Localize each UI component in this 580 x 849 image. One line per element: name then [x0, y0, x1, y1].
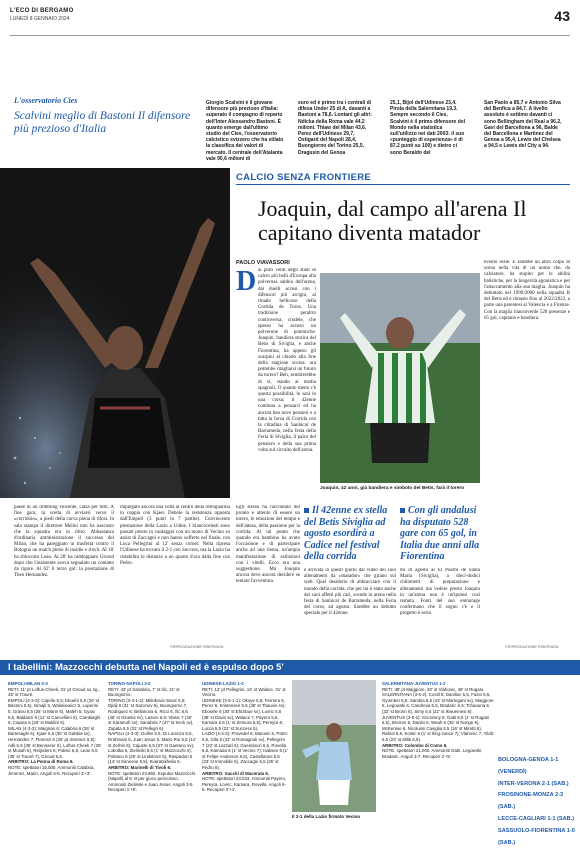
article-column-5: è arrivata in questi giorni dal video dei suoi allenamenti da «matador» che girano sul web. Quel desiderio di abbracciare con il mondo della corrida, che per lui è stato anche dei suoi affetti più cari, scende in arena nella festa di Sanlúcar de Barrameda, nella Feria del corso, ad agosto. Sarebbe un debutto speciale per il 42enne.	[304, 568, 396, 617]
bottom-photo-caption: Il 2-1 della Lazio firmato Vecino	[292, 814, 361, 819]
article-column-2: paese di un dribbling vincente, calza per tutti. A fine gara, la scelta di avviarsi verso il «corridoio», a piedi della curva piena di tifosi. In sala stampa il direttore Melini non ha nascosto che la squadra era in ritiro. Abbastanza d'ordinaria amministrazione il successo del Milan, che ha pareggiato in trasferta contro il Bologna un match pieno di insidie e rinvii. Al 18' ha sbloccato Leao. Al 28' ha raddoppiato Giroud dopo che l'assistente aveva segnalato un contatto da rigore. Al 62' il terzo gol: la prestazione di Theo Hernandez.	[14, 505, 114, 579]
match-notes: NOTE: spettatori 23.033. Ammoniti Payero, Pereyra, Lovric, Kamara, Rovella. Angoli 6-5. Recuperi 3'+4'.	[202, 776, 287, 793]
match-title: SALERNITANA-JUVENTUS 1-2	[382, 681, 446, 686]
article-column-4: Egli stesso ha raccontato del pronto e attento di essere un torero, le emozioni del tempo e dell'attesa, della passione per la corrida. Al tal punto che quando era bambino ha avuto l'occasione e di partecipare anche ad una tienta, un'ampia manifestazione di esibizioni con i vitelli. Ecco ora una suggestione. Ma Joaquin ancora deve ancora decidere se tentare l'avventura.	[236, 505, 300, 585]
observatory-kicker: L'osservatorio Cies	[14, 96, 78, 105]
referee: ARBITRO: La Penna di Roma 6.	[8, 759, 74, 765]
results-band-title: I tabellini: Mazzocchi debutta nel Napoli ed è espulso dopo 5'	[8, 662, 284, 673]
top-column-3: 25,1, Bijol dell'Udinese 23,4. Pirola della Salernitana 19,3. Sempre secondo il Cies, Scalvini è il primo difensore del Mondo nella statistica sull'utilizzo nei dati 2003: il suo «punteggio di esperienza» è di 87,2 punti su 100) e dietro ci sono Beraldo del	[390, 100, 466, 156]
away-lineup: JUVENTUS (3-5-2): Szczesny 6; Gatti 5,5 (1' st Rugani 6,5), Bremer 6, Danilo 6; Weah 6 (35' st Nonge 6), McKennie 6, Nicolussi Caviglia 5,5 (16' st Miretti 6), Rabiot 6,5, Kostic 5 (1' st Iling-Junior 7); Vlahovic 7, Yildiz 6,5 (23' st Milik 6,5).	[382, 714, 494, 742]
away-lineup: MILAN (4-3-3): Maignan 6; Calabria 6 (26' st Bartesaghi 6), Kjaer 6,5 (35' st Gabbia sv), Hernandez 7, Florenzi 6 (35' pt Jimenez 6,5); Adli 6,5 (35' st Bennacer 6), Loftus-Cheek 7 (25' st Musah 6), Reijnders 6; Pulisic 6,5, Leao 6,5 (35' st Traoré 7), Giroud 6,5.	[8, 725, 102, 759]
drop-cap: D	[236, 266, 257, 297]
article-column-7: evento reale. E sarebbe un altro colpo di scena nella vita di un uomo che, da calciatore, ha stupito per le abilità balistiche, per la longevità agonistica e per l'attaccamento alla sua maglia. Joaquin ha debuttato nel 1999/2000 nella squadra B del Betis ed è rimasto fino al 2022/2023, a parte una parentesi al Valencia e a Firenze. Con la maglia biancoverde 528 presenze e 65 gol, capitano e bandiera.	[484, 260, 570, 321]
match-action-image	[292, 680, 376, 812]
top-column-2: euro ed è primo tra i centrali di difesa Under 25 di A, davanti a Bastoni a 78,6. Lontani gli altri: Ndicka della Roma vale 44,2 milioni. Thiaw del Milan 43,6. Perez dell'Udinese 29,7, Ostigard del Napoli 28,4, Buongiorno del Torino 25,5, Dragusin del Genoa	[298, 100, 372, 156]
score-line: SASSUOLO-FIORENTINA 1-0 (SAB.)	[498, 827, 575, 846]
joaquin-photo	[320, 273, 480, 483]
match-notes: NOTE: spettatori 23.960. Espulso Mazzocchi (Napoli) al 5' st per gioco pericoloso. Ammoniti Zielinski e Juan Jesus. Angoli 3-5. Recuperi 1'+5'.	[108, 770, 196, 793]
masthead: L'ECO DI BERGAMO	[10, 8, 74, 14]
photo-caption: Joaquin, 42 anni, già bandiera e simbolo del Betis, farà il torero	[320, 486, 465, 491]
copyright-credit: ©RIPRODUZIONE RISERVATA	[505, 645, 559, 649]
home-lineup: SALERNITANA (3-5-2): Costil 6; Daniliuc 5,5, Fazio 6,5, Gyomber 5,5; Sambia 6,5 (43' st Martegani sv), Maggiore 6, Legowski 6, Candreva 6,5, Bradaric 6,5; Tchaouna 6 (32' st Bronn 6), Simy 5,5 (22' st Ikwuemesi 6).	[382, 692, 494, 714]
lazio-goal-photo	[292, 680, 376, 812]
results-column-2	[108, 681, 196, 793]
score-line: FROSINONE-MONZA 2-3 (SAB.)	[498, 792, 564, 811]
bullet-icon	[304, 508, 309, 513]
section-title: CALCIO SENZA FRONTIERE	[236, 172, 372, 183]
match-title: UDINESE-LAZIO 1-2	[202, 681, 244, 686]
player-celebration-image	[0, 168, 230, 498]
home-lineup: UDINESE (3-5-1-1): Okoye 5,5; Ferreira 6, Perez 6, Kristensen 5,5 (38' st Thauvin sv); Ebosele 6 (30' st Ehizibue sv), Lovric 6,5 (38' st Davis sv), Walace 7, Payero 5,5, Kamara 5,5 (1' st Zemura 5,5); Pereyra 6; Lucca 5,5 (22' st Success 5).	[202, 697, 286, 731]
referee: ARBITRO: Marinelli di Tivoli 6.	[108, 764, 172, 770]
article-column-3: impiegato ancora una volta al centro della retroguardia in coppia con Kjaer. Debole la resistenza opposta dall'Empoli (3 punti in 7 partite). Convincente prestazione della Lazio a Udine. I biancocelesti sono passati presto in vantaggio con un tuono di Vecino su assist di Zaccagni e non hanno sofferto nel finale, con Luca Pellegrini al 12' senza corner. Nella ripresa l'Udinese ha trovato il 2-1 con Success, ma la Lazio ha ristabilito le distanze a un quarto d'ora dalla fine con Pedro.	[120, 505, 230, 566]
match-title: TORINO-NAPOLI 3-0	[108, 681, 151, 686]
match-title: EMPOLI-MILAN 0-3	[8, 681, 48, 686]
section-rule	[236, 184, 570, 185]
away-lineup: NAPOLI (4-3-3): Gollini 5,5; Di Lorenzo 5,5, Rrahmani 5, Juan Jesus 5, Mario Rui 5,5 (14' st Zerbin 6); Cajuste 5,5 (37' st Gaetano sv), Lobotka 6, Zielinski 5,5 (1' st Mazzocchi 4); Politano 6 (25' st Lindstrom 5), Raspadori 5 (14' st Simeone 5,5), Kvaratskhelia 5.	[108, 731, 196, 765]
home-lineup: EMPOLI (4-3-3): Caprile 5,5; Ebuehi 5,5 (26' st Bastoni 5,5), Ismajli 5, Walukiewicz 5, Luperini 5; Grassi 5,5 (25' st Marin 6), Maleh 5; Gyasi 5,5, Baldanzi 6 (12' st Cancellieri 6), Cambiaghi 6; Caputo 5 (29' st Maldini 5).	[8, 697, 101, 726]
top-column-1: Giorgio Scalvini è il giovane difensore più prezioso d'Italia: superato il compagno di reparto dell'Inter Alessandro Bastoni. È quanto emerge dall'ultimo studio del Cies, l'osservatorio calcistico svizzero che ha stilato la classifica dei valori di mercato. Il centrale dell'Atalanta vale 90,6 milioni di	[206, 100, 284, 162]
page-number: 43	[554, 8, 570, 24]
score-line: BOLOGNA-GENOA 1-1 (VENERDÌ)	[498, 757, 559, 775]
pull-quote-2: Con gli andalusi ha disputato 528 gare con 65 gol, in Italia due anni alla Fiorentina	[400, 505, 480, 562]
article-byline: PAOLO VIAVASSORI	[236, 260, 290, 266]
results-column-3	[202, 681, 288, 793]
match-goals: RETI: 11' pt Loftus-Cheek, 31' pt Giroud su rig., 45' st Traoré.	[8, 686, 100, 698]
match-goals: RETI: 12' pt Pellegrini, 16' st Walace, 31' st Vecino.	[202, 686, 286, 698]
page-header	[10, 8, 570, 36]
copyright-credit: ©RIPRODUZIONE RISERVATA	[170, 645, 224, 649]
article-headline: Joaquin, dal campo all'arena Il capitano diventa matador	[258, 196, 527, 245]
match-notes: NOTE: spettatori 21.000. Ammoniti Gatti, Legowski, Bradaric. Angoli 3-7. Recuperi 2'+5'.	[382, 748, 483, 759]
score-line: LECCE-CAGLIARI 1-1 (SAB.)	[498, 815, 575, 822]
top-column-4: San Paolo a 85,7 e Antonio Silva del Benfica a 84,7. A livello assoluto è settimo davanti ci sono Bellingham del Real a 96,2, Gavi del Barcellona a 96, Balde del Barcellona e Martinez del Genoa a 95,4, Lewis del Chelsea a 94,5 e Lewis del City a 94.	[484, 100, 562, 150]
bullet-icon	[400, 508, 405, 513]
match-notes: NOTE: spettatori 15.000. Ammoniti Calabria, Jimenez, Marin. Angoli 6-6. Recuperi 3'+3'.	[8, 764, 95, 776]
referee: ARBITRO: Colombo di Como 6.	[382, 742, 448, 748]
home-lineup: TORINO (3-4-1-2): Milinkovic-Savic 6,5; Djidji 6 (31' st Sazonov 6), Buongiorno 7, Rodriguez 6; Bellanova 6, Ricci 6, Ilic 6,5 (45' st Gineitis sv), Lazaro 6,5; Vlasic 7 (45' st Karamoh sv); Sanabria 7 (47' st Seck sv), Zapata 6,5 (31' st Pellegri 6).	[108, 697, 194, 731]
player-photo	[0, 168, 230, 498]
publication-date: LUNEDÌ 8 GENNAIO 2024	[10, 16, 70, 22]
match-goals: RETI: 38' pt Maggiore, 20' st Vlahovic, 49' st Rugani.	[382, 686, 485, 692]
score-line: INTER-VERONA 2-1 (SAB.)	[498, 780, 569, 787]
away-lineup: LAZIO (4-3-3): Provedel 6; Marusic 6, Patric 6,5, Gila 6 (43' st Romagnoli sv), Pellegrini 7 (22' st Lazzari 6); Guendouzi 6,5, Rovella 6,5, Kamada 6 (1' st Vecino 7); Isaksen 6 (1' st Felipe Anderson 6,5), Castellanos 5,5 (23' st Immobile 6), Zaccagni 6,5 (25' st Pedro 6).	[202, 731, 288, 770]
observatory-title: Scalvini meglio di Bastoni Il difensore più prezioso d'Italia	[14, 110, 191, 135]
footballer-image	[320, 273, 480, 483]
results-column-1	[8, 681, 102, 776]
referee: ARBITRO: Sacchi di Macerata 6.	[202, 770, 270, 776]
pull-quote-1: Il 42enne ex stella del Betis Siviglia ad agosto esordirà a Cadice nel festival della corrida	[304, 505, 388, 562]
results-column-4	[382, 681, 494, 759]
article-column-1: ai prati verdi degli stadi di calcio più belli d'Europa alla polverosa sabbia dell'arena, dai duelli accesi con i difensori più arcigni, al rituale bellicoso della Corrida de Toros. Una tradizione peraltro controversa, crudele, che spesso ha acceso un polverone di polemiche. Joaquin, bandiera storica del Betis di Siviglia, e anche Fiorentina, ha appeso gli scarpini al chiodo alla fine della stagione scorsa: ora potrebbe ritagliarsi un futuro da torero? Beh, sembrerebbe di sì, stando ai media spagnoli. O quanto meno c'è questa possibilità, lo sarà in una corsa; il 42enne continua a pensarci ed ha ancora ben nove pensieri e a tutta la forza di Corrida con la cittadina di Sanlúcar de Barrameda, nella festa della Feria di Siviglia, il palco del pensiero e della sua prima volta sul circuito dell'arena.	[258, 268, 316, 453]
other-scores	[498, 755, 578, 849]
match-goals: RETI: 43' pt Sanabria, 7' st Ilic, 21' st Buongiorno.	[108, 686, 180, 698]
article-column-6: mi di agosto al El Puerto de Santa María (Siviglia), a dieci-dodici chilometri di preparazione e allenamenti ma vedere presto Joaquin in un'arena non è un'ipotesi così remota. Fonti del suo entourage confermano che il sogno c'è e il progetto è serio.	[400, 568, 480, 617]
